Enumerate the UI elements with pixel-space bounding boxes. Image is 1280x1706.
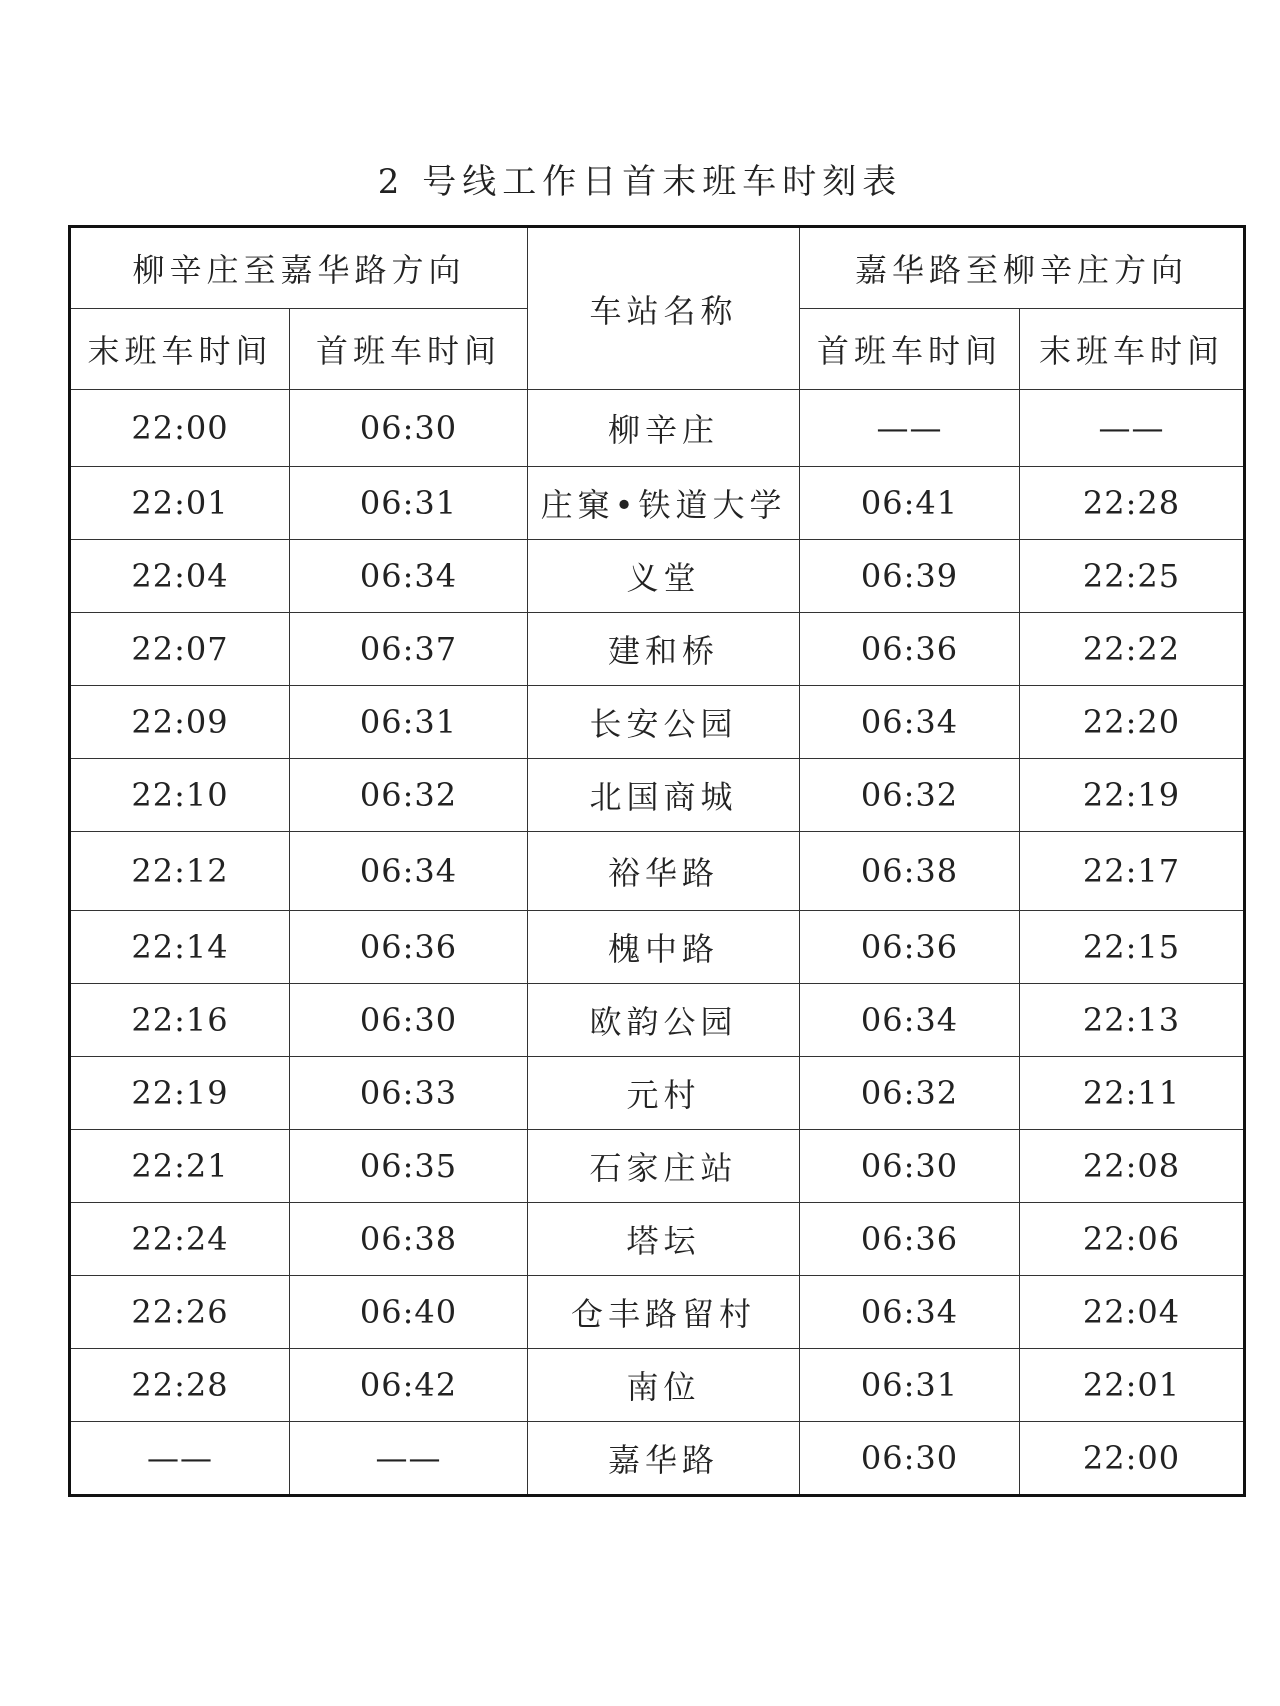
table-row [70,540,1245,613]
right-first-train-time: 06:38 [800,832,1020,911]
table-row [70,390,1245,467]
right-first-train-time: 06:30 [800,1422,1020,1496]
station-name: 南位 [528,1349,800,1422]
left-first-train-time: 06:42 [290,1349,528,1422]
right-last-train-time: 22:25 [1020,540,1245,613]
left-first-train-time: 06:31 [290,467,528,540]
left-last-train-time: 22:14 [70,911,290,984]
left-first-train-time: —— [290,1422,528,1496]
column-header-right-last-train: 末班车时间 [1020,309,1245,390]
right-last-train-time: 22:17 [1020,832,1245,911]
left-last-train-time: 22:09 [70,686,290,759]
left-last-train-time: 22:04 [70,540,290,613]
left-first-train-time: 06:32 [290,759,528,832]
table-row [70,984,1245,1057]
table-row [70,832,1245,911]
right-first-train-time: 06:36 [800,1203,1020,1276]
right-first-train-time: 06:30 [800,1130,1020,1203]
station-name: 义堂 [528,540,800,613]
station-name: 嘉华路 [528,1422,800,1496]
table-row [70,613,1245,686]
left-last-train-time: 22:01 [70,467,290,540]
station-name: 塔坛 [528,1203,800,1276]
left-first-train-time: 06:34 [290,540,528,613]
left-last-train-time: 22:10 [70,759,290,832]
table-row [70,1422,1245,1496]
left-first-train-time: 06:38 [290,1203,528,1276]
direction-header-to-liuxinzhuang: 嘉华路至柳辛庄方向 [800,227,1245,309]
left-last-train-time: 22:07 [70,613,290,686]
station-name: 庄窠•铁道大学 [528,467,800,540]
column-header-right-first-train: 首班车时间 [800,309,1020,390]
right-first-train-time: 06:34 [800,1276,1020,1349]
right-last-train-time: 22:11 [1020,1057,1245,1130]
station-name: 建和桥 [528,613,800,686]
table-row [70,1276,1245,1349]
right-first-train-time: —— [800,390,1020,467]
right-first-train-time: 06:34 [800,984,1020,1057]
timetable [68,225,1246,1497]
left-first-train-time: 06:36 [290,911,528,984]
left-last-train-time: 22:19 [70,1057,290,1130]
left-last-train-time: 22:26 [70,1276,290,1349]
right-last-train-time: 22:19 [1020,759,1245,832]
right-first-train-time: 06:34 [800,686,1020,759]
right-last-train-time: —— [1020,390,1245,467]
right-first-train-time: 06:31 [800,1349,1020,1422]
column-header-left-first-train: 首班车时间 [290,309,528,390]
station-name: 槐中路 [528,911,800,984]
left-first-train-time: 06:40 [290,1276,528,1349]
right-last-train-time: 22:13 [1020,984,1245,1057]
column-header-left-last-train: 末班车时间 [70,309,290,390]
left-last-train-time: —— [70,1422,290,1496]
table-row [70,686,1245,759]
left-first-train-time: 06:34 [290,832,528,911]
right-last-train-time: 22:08 [1020,1130,1245,1203]
left-first-train-time: 06:37 [290,613,528,686]
right-first-train-time: 06:41 [800,467,1020,540]
right-last-train-time: 22:00 [1020,1422,1245,1496]
station-name: 长安公园 [528,686,800,759]
left-last-train-time: 22:28 [70,1349,290,1422]
left-first-train-time: 06:30 [290,984,528,1057]
station-name: 元村 [528,1057,800,1130]
right-last-train-time: 22:04 [1020,1276,1245,1349]
right-first-train-time: 06:36 [800,911,1020,984]
left-first-train-time: 06:35 [290,1130,528,1203]
right-first-train-time: 06:39 [800,540,1020,613]
right-last-train-time: 22:15 [1020,911,1245,984]
station-name-header: 车站名称 [528,227,800,390]
station-name: 欧韵公园 [528,984,800,1057]
left-last-train-time: 22:21 [70,1130,290,1203]
right-last-train-time: 22:06 [1020,1203,1245,1276]
station-name: 裕华路 [528,832,800,911]
table-row [70,1130,1245,1203]
direction-header-to-jiahualu: 柳辛庄至嘉华路方向 [70,227,528,309]
timetable-body [70,390,1245,1496]
left-last-train-time: 22:16 [70,984,290,1057]
right-last-train-time: 22:28 [1020,467,1245,540]
station-name: 北国商城 [528,759,800,832]
right-first-train-time: 06:32 [800,759,1020,832]
right-first-train-time: 06:32 [800,1057,1020,1130]
table-row [70,759,1245,832]
page-title: 2 号线工作日首末班车时刻表 [377,162,903,202]
table-row [70,467,1245,540]
left-first-train-time: 06:33 [290,1057,528,1130]
station-name: 石家庄站 [528,1130,800,1203]
right-first-train-time: 06:36 [800,613,1020,686]
left-last-train-time: 22:12 [70,832,290,911]
table-row [70,1349,1245,1422]
right-last-train-time: 22:20 [1020,686,1245,759]
left-last-train-time: 22:24 [70,1203,290,1276]
left-last-train-time: 22:00 [70,390,290,467]
right-last-train-time: 22:01 [1020,1349,1245,1422]
table-row [70,1203,1245,1276]
left-first-train-time: 06:30 [290,390,528,467]
station-name: 仓丰路留村 [528,1276,800,1349]
right-last-train-time: 22:22 [1020,613,1245,686]
table-row [70,911,1245,984]
station-name: 柳辛庄 [528,390,800,467]
table-row [70,1057,1245,1130]
left-first-train-time: 06:31 [290,686,528,759]
